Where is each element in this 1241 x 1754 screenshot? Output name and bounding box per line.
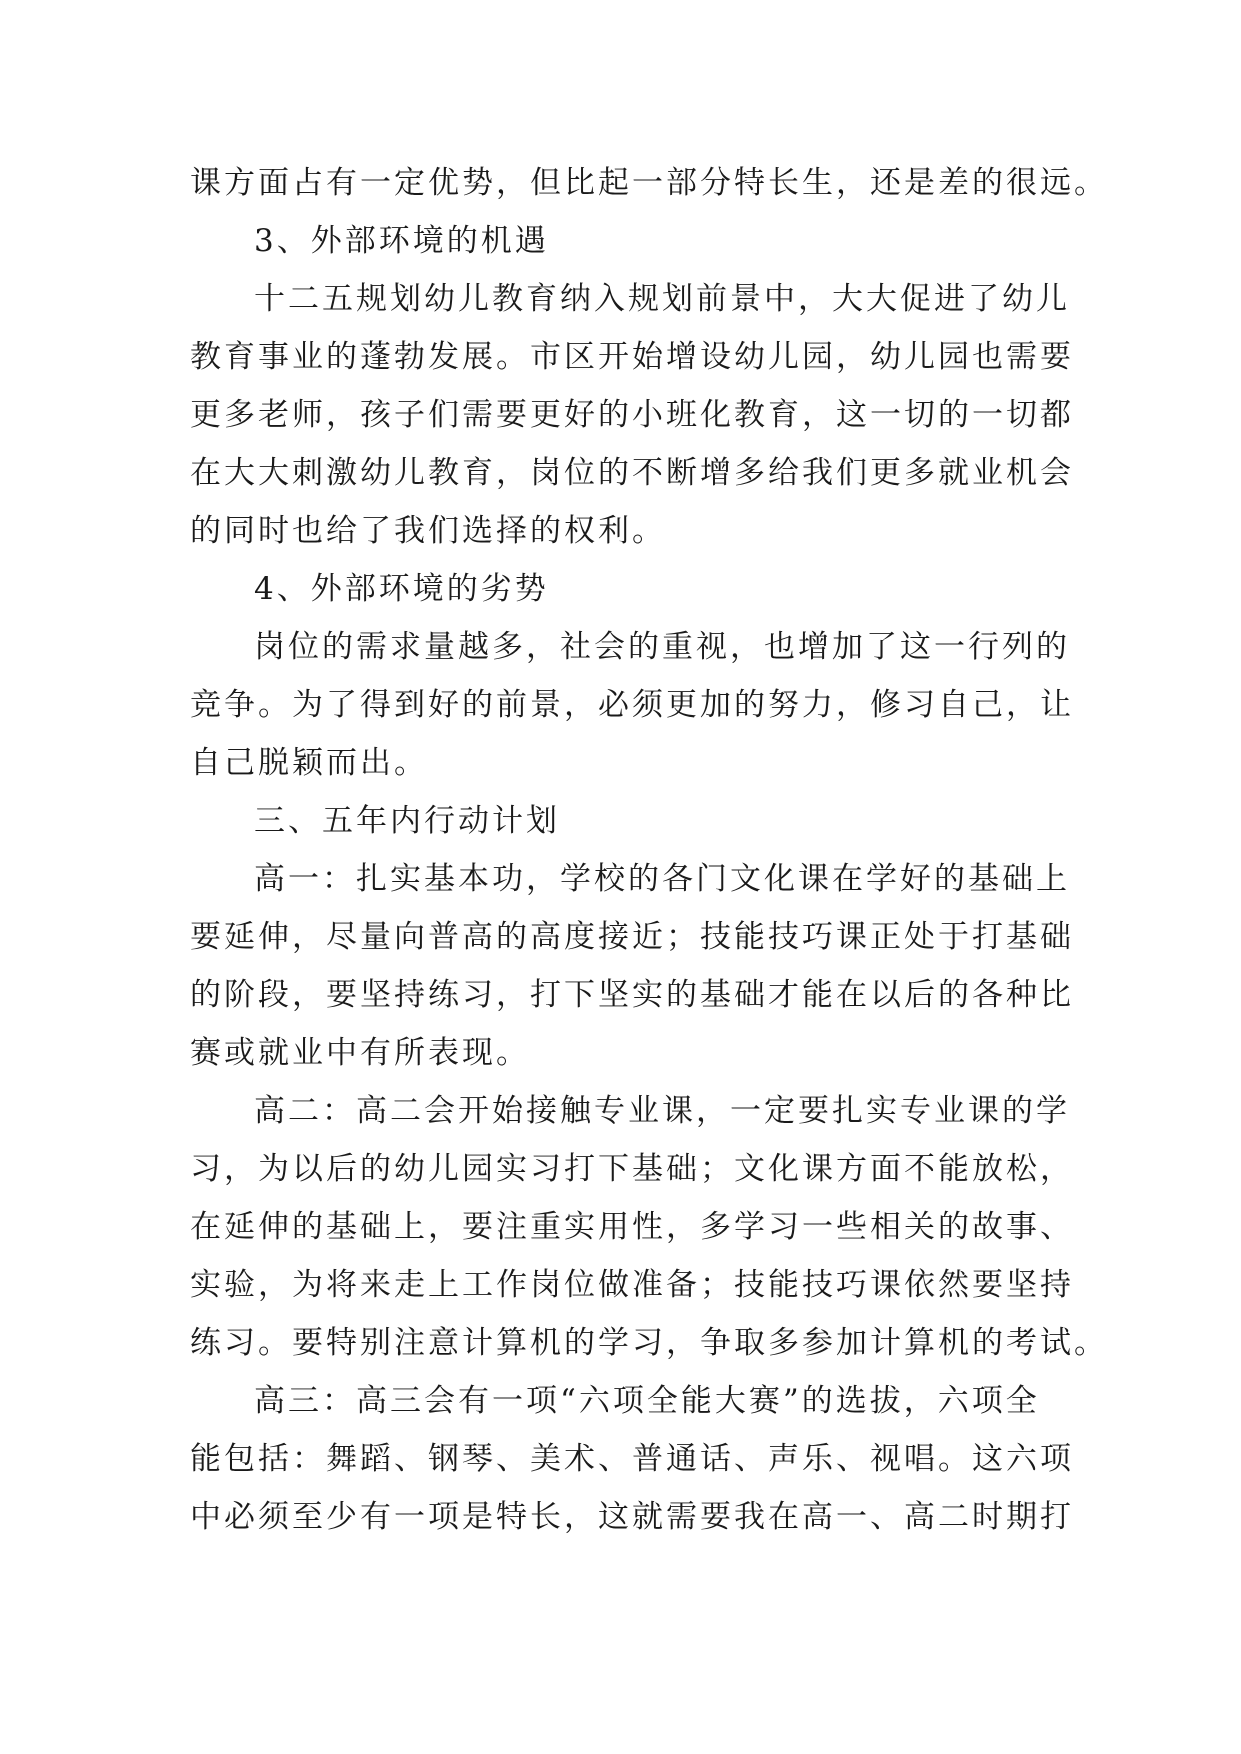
text-line-23: 能包括：舞蹈、钢琴、美术、普通话、声乐、视唱。这六项: [190, 1441, 1074, 1477]
text-line-18: 习，为以后的幼儿园实习打下基础；文化课方面不能放松，: [190, 1151, 1074, 1187]
text-line-10: 竞争。为了得到好的前景，必须更加的努力，修习自己，让: [190, 687, 1074, 723]
text-line-9: 岗位的需求量越多，社会的重视，也增加了这一行列的: [254, 629, 1070, 665]
text-line-17: 高二：高二会开始接触专业课，一定要扎实专业课的学: [254, 1093, 1070, 1129]
text-line-19: 在延伸的基础上，要注重实用性，多学习一些相关的故事、: [190, 1209, 1074, 1245]
text-line-21: 练习。要特别注意计算机的学习，争取多参加计算机的考试。: [190, 1325, 1108, 1361]
text-line-3: 十二五规划幼儿教育纳入规划前景中，大大促进了幼儿: [254, 281, 1070, 317]
text-line-16: 赛或就业中有所表现。: [190, 1035, 530, 1071]
text-line-24: 中必须至少有一项是特长，这就需要我在高一、高二时期打: [190, 1499, 1074, 1535]
section-heading-opportunities: 3、外部环境的机遇: [254, 223, 549, 259]
text-line-20: 实验，为将来走上工作岗位做准备；技能技巧课依然要坚持: [190, 1267, 1074, 1303]
text-line-13: 高一：扎实基本功，学校的各门文化课在学好的基础上: [254, 861, 1070, 897]
text-line-5: 更多老师，孩子们需要更好的小班化教育，这一切的一切都: [190, 397, 1074, 433]
text-line-11: 自己脱颖而出。: [190, 745, 428, 781]
text-line-22: 高三：高三会有一项“六项全能大赛”的选拔，六项全: [254, 1383, 1040, 1419]
text-line-14: 要延伸，尽量向普高的高度接近；技能技巧课正处于打基础: [190, 919, 1074, 955]
section-heading-disadvantages: 4、外部环境的劣势: [254, 571, 549, 607]
text-line-15: 的阶段，要坚持练习，打下坚实的基础才能在以后的各种比: [190, 977, 1074, 1013]
section-heading-action-plan: 三、五年内行动计划: [254, 803, 560, 839]
text-line-4: 教育事业的蓬勃发展。市区开始增设幼儿园，幼儿园也需要: [190, 339, 1074, 375]
text-line-7: 的同时也给了我们选择的权利。: [190, 513, 666, 549]
document-body: [190, 154, 1108, 1546]
text-line-1: 课方面占有一定优势，但比起一部分特长生，还是差的很远。: [190, 165, 1108, 201]
text-line-6: 在大大刺激幼儿教育，岗位的不断增多给我们更多就业机会: [190, 455, 1074, 491]
